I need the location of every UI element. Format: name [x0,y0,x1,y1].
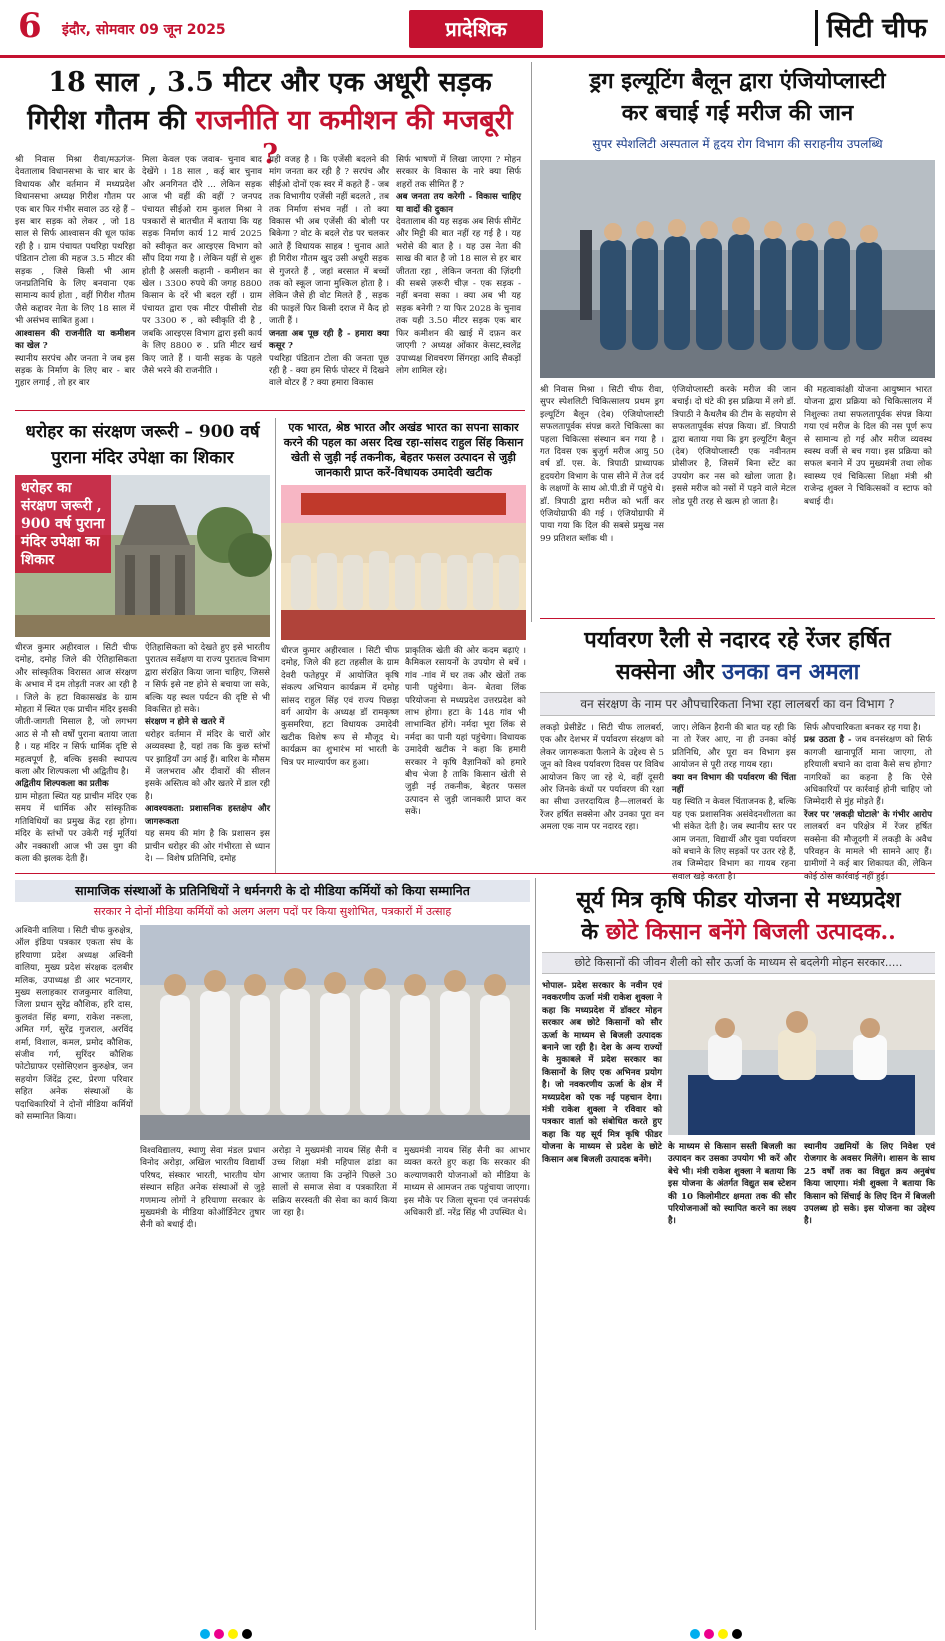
rally-col-3-text-b: जब वनसंरक्षण को सिर्फ कागजी खानापूर्ति माना जाएगा, तो हरियाली बचाने का दावा कैसे सच होगा? नागरिकों का कहना है कि ऐसे अधिकारियों पर कार्रवाई होनी चाहिए जो जिम्मेदारी से मुंह मोड़ते हैं। [804,735,932,808]
temple-col-2-text-b: धरोहर वर्तमान में मंदिर के चारों ओर अव्यवस्था है, यहां तक कि कुछ स्तंभों पर झाड़ियाँ उग आई हैं। बारिश के मौसम में जलभराव और दीवारों की सीलन इसके अस्तित्व को और खतरे में डाल रही है। [145,729,270,802]
temple-photo-label: धरोहर का संरक्षण जरूरी , 900 वर्ष पुराना मंदिर उपेक्षा का शिकार [15,475,111,573]
solar-subbar: छोटे किसानों की जीवन शैली को सौर ऊर्जा के माध्यम से बदलेगी मोहन सरकार..... [542,952,935,974]
solar-col-3-text: स्थानीय उद्यमियों के लिए निवेश एवं रोजगार के अवसर मिलेंगे। शासन के साथ 25 वर्षों तक का विद्युत क्रय अनुबंध किया जाएगा। मंत्री शुक्ला ने बताया कि किसान को सिंचाई के लिए दिन में बिजली उपलब्ध हो सके। इस योजना का उद्देश्य है। [804,1142,935,1227]
rally-col-2-text-b: यह स्थिति न केवल चिंताजनक है, बल्कि यह एक प्रशासनिक असंवेदनशीलता का भी संकेत देती है। जब स्थानीय स्तर पर आम जनता, विद्यार्थी और युवा पर्यावरण को बचाने के लिए सड़कों पर उतर रहे हैं, तब जिम्मेदार विभाग का गायब रहना सवाल खड़े करता है। [672,797,796,882]
media-col-3 [272,1145,397,1630]
farm-col-1 [281,645,399,867]
solar-headline-line2 [542,917,935,947]
rule-middle [15,873,935,874]
media-photo [140,925,530,1140]
road-col-3-text-b: पथरिहा पंडितान टोला की जनता पूछ रही है - क्या हम सिर्फ पोस्टर में दिखने वाले वोटर हैं ? क्या हमारा विकास [269,353,389,389]
balloon-col-2 [672,384,796,614]
temple-col-1-subhead: अद्वितीय शिल्पकला का प्रतीक [15,779,109,790]
page-number: 6 [18,6,42,46]
temple-headline-line1: धरोहर का संरक्षण जरूरी – 900 वर्ष [25,422,260,442]
rally-col-3-text: सिर्फ औपचारिकता बनकर रह गया है। [804,723,921,733]
balloon-col-3 [804,384,932,614]
rally-headline-line1: पर्यावरण रैली से नदारद रहे रेंजर हर्षित [584,627,891,653]
registration-mark [242,1629,252,1639]
media-col-2-text: विश्वविद्यालय, स्थाणु सेवा मंडल प्रधान विनोद अरोड़ा, अखिल भारतीय विद्यार्थी परिषद, संस्कार भारती, भारतीय योग संस्थान सहित अनेक संस्थाओं से जुड़े गणमान्य लोगों ने हरियाणा सरकार के मुख्यमंत्री के मीडिया कोऑर्डिनेटर तुषार सैनी को बधाई दी। [140,1146,265,1231]
temple-col-2 [145,642,270,867]
media-col-1-text: अश्विनी वालिया । सिटी चीफ कुरुक्षेत्र, ऑल इंडिया पत्रकार एकता संघ के हरियाणा प्रदेश अध्यक्ष अश्विनी वालिया, मुख्य प्रदेश संरक्षक दलबीर मलिक, उपाध्यक्ष डी आर भटनागर, मुख्य सलाहकार राजकुमार वालिया, जिला प्रधान सुरेंद्र कौशिक, हरि दास, कुलवंत सिंह बग्गा, राकेश नरूला, अमित गर्ग, सुरेंद्र गुजराल, अरविंद शर्मा, विशाल, कमल, प्रमोद कौशिक, संजीव गर्ग, सुरिंदर कौशिक फोटोग्राफर एसोसिएशन कुरुक्षेत्र, जन सहयोग जिंदेंद्र ट्रस्ट, प्रेरणा परिवार सहित अनेक संस्थाओं के पदाधिकारियों ने दोनों मीडिया कर्मियों को सम्मानित किया। [15,926,133,1123]
temple-photo [15,475,270,637]
brand-name: सिटी चीफ [827,8,927,45]
rally-col-3 [804,722,932,882]
balloon-col-3-text: की महत्वाकांक्षी योजना आयुष्मान भारत योजना द्वारा प्रक्रिया को चिकित्सालय में निशुल्कः तथा सफलतापूर्वक संपन्न किया गया एवं मरीज के दिल की नस पूर्ण रूप से सामान्य हो गई और मरीज व्यवस्थ स्वस्थ वर्जी से बच गया। इस प्रक्रिया को सफल बनाने में उप मुख्यमंत्री तथा लोक स्वास्थ्य एवं चिकित्सा शिक्षा मंत्री श्री राजेन्द्र शुक्ल ने चिकित्सकों व स्टाफ को बधाई दी। [804,385,932,507]
divider-top [531,62,532,622]
temple-col-2-text: ऐतिहासिकता को देखते हुए इसे भारतीय पुरातत्व सर्वेक्षण या राज्य पुरातत्व विभाग द्वारा संरक्षित किया जाना चाहिए, जिससे न सिर्फ इसे नष्ट होने से बचाया जा सके, बल्कि यह स्थल पर्यटन की दृष्टि से भी विकसित हो सके। [145,643,270,716]
rally-headline-pre: सक्सेना और [615,659,715,685]
registration-mark [214,1629,224,1639]
solar-col-2-text: के माध्यम से किसान सस्ती बिजली का उत्पादन कर उसका उपयोग भी करें और बेचे भी। मंत्री राकेश शुक्ला ने बताया कि इस योजना के अंतर्गत विद्युत सब स्टेशन की 10 किलोमीटर क्षमता तक की सौर परियोजनाओं को स्थापित करने का लक्ष्य है। [668,1142,796,1227]
balloon-col-2-text: एंजियोप्लास्टी करके मरीज की जान बचाई। दो घंटे की इस प्रक्रिया में लगे डॉ. त्रिपाठी ने कैथलैब की टीम के सहयोग से सफलतापूर्वक संपन्न किया। डॉ. त्रिपाठी द्वारा बताया गया कि ड्रग इल्यूटिंग बैलून (देब) एंजियोप्लास्टी एक नवीनतम प्रोसीजर है, जिसमें बिना स्टेंट का उपयोग कर नस को खोला जाता है। इससे मरीज को नसों में पड़ने वाले मेटल लोड पूरी तरह से खत्म हो जाता है। [672,385,796,507]
rally-col-3-subhead: प्रश्न उठता है - [804,735,852,746]
rule-balloon [540,618,935,619]
divider-temple [275,418,276,873]
road-col-1-text-b: स्थानीय सरपंच और जनता ने जब इस सड़क के निर्माण के लिए बार - बार गुहार लगाई , तो हर बार [15,353,135,389]
temple-col-1-text-b: ग्राम मोहता स्थित यह प्राचीन मंदिर एक समय में धार्मिक और सांस्कृतिक गतिविधियों का प्रमुख केंद्र रहा होगा। मंदिर के स्तंभों पर उकेरी गई मूर्तियां और नक्काशी आज भी उस युग की कला की झलक देती हैं। [15,791,137,864]
rally-headline-blue: उनका वन अमला [722,659,860,685]
solar-photo [668,980,935,1135]
temple-col-2-subhead-2: आवश्यकता: प्रशासनिक हस्तक्षेप और जागरूकता [145,804,270,827]
registration-mark [200,1629,210,1639]
media-col-4 [404,1145,530,1630]
temple-col-2-subhead: संरक्षण न होने से खतरे में [145,717,225,728]
road-col-3 [269,154,389,404]
balloon-col-1 [540,384,664,614]
balloon-col-1-text: श्री निवास मिश्रा । सिटी चीफ रीवा, सुपर स्पेशलिटी चिकित्सालय प्रथम ड्रग इल्यूटिंग बैलून (देब) एंजियोप्लास्टी सफलतापूर्वक संपन्न करते चिकित्सा का पहला चिकित्सा संस्थान बन गया है । गत दिवस एक बुजुर्ग मरीज आयु 50 वर्ष डॉ. एस. के. त्रिपाठी प्राध्यापक हृदयरोग विभाग के पास सीने में तेज दर्द के लक्षणों के साथ ओ.पी.डी में पहुंचे थे। डॉ. त्रिपाठी द्वारा मरीज को भर्ती कर एंजियोग्राफी की गई । एंजियोग्राफी में पाया गया कि दिल की सबसे प्रमुख नस 99 प्रतिशत ब्लॉक थी । [540,385,664,544]
temple-col-1 [15,642,137,867]
media-headline: सामाजिक संस्थाओं के प्रतिनिधियों ने धर्मनगरी के दो मीडिया कर्मियों को किया सम्मानित [15,880,530,902]
road-col-2 [142,154,262,404]
road-col-3-subhead: जनता अब पूछ रही है - हमारा क्या कसूर ? [269,328,389,352]
rally-col-1-text: लकड़ो प्रेसीडेंट । सिटी चीफ लालबर्रा, एक और देशभर में पर्यावरण संरक्षण को लेकर जागरूकता फैलाने के उद्देश्य से 5 जून को विश्व पर्यावरण दिवस पर विविध आयोजन किए जा रहे थे, वहीं दूसरी ओर जिनके कंधों पर पर्यावरण की रक्षा का सीधा उत्तरदायित्व है—लालबर्रा के रेंजर हर्षित सक्सेना और उनका पूरा वन अमला एक नाम पर नदारद रहा। [540,723,664,833]
road-col-4-subhead: अब जनता तय करेगी - विकास चाहिए या वादों की दुकान [396,192,521,215]
masthead [0,0,945,58]
media-col-3-text: अरोड़ा ने मुख्यमंत्री नायब सिंह सैनी व उच्च शिक्षा मंत्री महिपाल ढांडा का आभार जताया कि उन्होंने पिछले 30 सालों से समाज सेवा व पत्रकारिता में सक्रिय सरस्वती की सेवा का कार्य किया जा रहा है। [272,1146,397,1219]
road-col-4-text: सिर्फ भाषणों में लिखा जाएगा ? मोहन सरकार के विकास के नारे क्या सिर्फ शहरों तक सीमित हैं ? [396,155,521,190]
farm-col-2-text: प्राकृतिक खेती की ओर कदम बढ़ाएं । कैमिकल रसायनों के उपयोग से बचें । गांव -गांव में घर तक और खेतों तक पानी पहुंचेगा। केन- बेतवा लिंक परियोजना से मध्यप्रदेश उत्तरप्रदेश को लाभ होगा। हटा के 148 गांव भी लाभान्वित होंगे। नर्मदा भूरा लिंक से नर्मदा का पानी यहां पहुंचेगा। विधायक उमादेवी खटीक ने कहा कि हमारी सरकार ने कृषि वैज्ञानिकों को हमारे बीच भेजा है ताकि किसान खेती से जुड़ी नई तकनीक, बेहतर फसल उत्पादन से जुड़ी जानकारी प्राप्त कर सकें। [405,646,526,818]
registration-mark [718,1629,728,1639]
temple-col-1-text: धीरज कुमार अहीरवाल । सिटी चीफ दमोह, दमोह जिले की ऐतिहासिकता और सांस्कृतिक विरासत आज संरक्षण के अभाव में दम तोड़ती नजर आ रही है । जिले के हटा विकासखंड के ग्राम मोहता में स्थित एक प्राचीन मंदिर इसकी जीती-जागती मिसाल है, जो लगभग आठ से नौ सौ वर्षों पुराना बताया जाता है । यह मंदिर न सिर्फ धार्मिक दृष्टि से महत्वपूर्ण है, बल्कि इसकी स्थापत्य कला और शिल्पकला भी अद्वितीय है। [15,643,137,778]
rally-col-1 [540,722,664,867]
rally-col-2 [672,722,796,882]
registration-mark [228,1629,238,1639]
solar-col-3 [804,1141,935,1630]
media-col-1 [15,925,133,1630]
temple-headline-line2: पुराना मंदिर उपेक्षा का शिकार [51,448,234,468]
road-col-1-text: श्री निवास मिश्रा रीवा/मऊगंज- देवतालाब विधानसभा के चार बार के विधायक और वर्तमान में मध्यप्रदेश विधानसभा अध्यक्ष गिरीश गौतम पर एक बार फिर गंभीर सवाल उठ रहे हैं – इस बार सड़क को लेकर , जो 18 साल से सिर्फ आश्वासन की धूल फांक रही है । ग्राम पंचायत पथरिहा पथरिहा पंडितान टोला की महज 3.5 मीटर की सड़क , जिसे किसी भी आम जनप्रतिनिधि के लिए बनवाना एक सामान्य कार्य होता , वहीं गिरीश गौतम जैसे कद्दावर नेता के लिए 18 साल में भी असंभव साबित हुआ । [15,155,135,327]
solar-col-1 [542,980,662,1630]
road-col-2-text: मिला केवल एक जवाब- चुनाव बाद देखेंगे । 18 साल , कई बार चुनाव और अनगिनत दौरे ... लेकिन सड़क आज भी वहीं की वहीं ? जनपद पंचायत सीईओ राम कुशल मिश्रा ने पत्रकारों से बातचीत में बताया कि यह सड़क निर्माण कार्य 12 मार्च 2025 को स्वीकृत कर आरइएस विभाग को सौंप दिया गया है । लेकिन यहीं से शुरू होती है असली कहानी - कमीशन का खेल । 3300 रुपये की जगह 8800 किसान के दरें भी बदल रहीं । ग्राम पंचायत द्वारा एक मीटर पीसीसी रोड पर 3300 रु , को स्वीकृति दी है , जबकि आरइएस विभाग द्वारा इसी कार्य के लिए 8800 रु . प्रति मीटर खर्च किए जाते हैं । यानी सड़क के पहले जैसे भरने की राजनीति । [142,155,262,376]
solar-headline-pre: के [581,919,599,945]
issue-date: इंदौर, सोमवार 09 जून 2025 [62,22,226,38]
road-col-3-text: यही वजह है । कि एजेंसी बदलने की मांग जनता कर रही है ? सरपंच और सीईओ दोनों एक स्वर में कहते हैं - जब तक विभागीय एजेंसी नहीं बदलते , तब तक निर्माण संभव नहीं । तो क्या विकास भी अब एजेंसी की बोली पर बिकेगा ? वोट के बदले रोड पर चलकर आते हैं विधायक साहब ! चुनाव आते ही गिरीश गौतम खुद उसी अधूरी सड़क से गुजरते हैं , जहां बरसात में बच्चों तक को स्कूल जाना मुश्किल होता है । लेकिन जैसे ही वोट मिलते हैं , सड़क की फाइलें फिर किसी दराज में कैद हो जाती हैं । [269,155,389,327]
media-subhead: सरकार ने दोनों मीडिया कर्मियों को अलग अलग पदों पर किया सुशोभित, पत्रकारों में उत्साह [93,905,452,918]
farm-col-1-text: धीरज कुमार अहीरवाल । सिटी चीफ दमोह, जिले की हटा तहसील के ग्राम देवरी फतेहपुर में आयोजित कृषि संकल्प अभियान कार्यक्रम में दमोह सांसद राहुल सिंह एवं राज्य पिछड़ा वर्ग आयोग के अध्यक्ष डॉ रामकृष्ण कुसमरिया, हटा विधायक उमादेवी खटीक विशेष रूप से मौजूद थे। कार्यक्रम का शुभारंभ मां भारती के चित्र पर माल्यार्पण कर हुआ। [281,646,399,768]
rule-road [15,410,525,411]
solar-headline-line1: सूर्य मित्र कृषि फीडर योजना से मध्यप्रदेश [576,887,901,913]
balloon-headline-line1: ड्रग इल्यूटिंग बैलून द्वारा एंजियोप्लास्टी [589,68,886,94]
solar-headline-red: छोटे किसान बनेंगे बिजली उत्पादक.. [605,919,896,945]
registration-mark [690,1629,700,1639]
media-col-4-text: मुख्यमंत्री नायब सिंह सैनी का आभार व्यक्त करते हुए कहा कि सरकार की कल्याणकारी योजनाओं को मीडिया के माध्यम से आमजन तक पहुंचाया जाएगा। इस मौके पर जिला सूचना एवं जनसंपर्क अधिकारी डॉ. नरेंद्र सिंह भी उपस्थित थे। [404,1146,530,1219]
farm-col-2 [405,645,526,867]
divider-bottom [535,878,536,1630]
road-col-4-text-b: देवतालाब की यह सड़क अब सिर्फ सीमेंट और मिट्टी की बात नहीं रह गई है । यह भरोसे की बात है । यह उस नेता की साख की बात है जो 18 साल से हर बार जीतता रहा , लेकिन जनता की ज़िंदगी की सबसे ज़रूरी चीज़ - एक सड़क - नहीं बनवा सका । क्या अब भी यह सड़क बनेगी ? या फिर 2028 के चुनाव तक यही 3.50 मीटर सड़क एक बार फिर कमीशन की खाई में दफ़न कर जाएगी ? अध्यक्ष ओंकार केसट,स्वलेंद्र उपाध्यक्ष शिवचरण सिंगरहा आदि सैकड़ों लोग शामिल रहे। [396,217,521,376]
road-headline-red: राजनीति या कमीशन की मजबूरी ? [195,105,513,170]
balloon-headline-line2: कर बचाई गई मरीज की जान [621,100,854,126]
solar-col-2 [668,1141,796,1630]
farm-photo [281,485,526,640]
balloon-subhead: सुपर स्पेशलिटी अस्पताल में हृदय रोग विभाग की सराहनीय उपलब्धि [592,137,883,151]
road-col-1 [15,154,135,404]
road-col-4 [396,154,521,404]
road-col-1-subhead: आश्वासन की राजनीति या कमीशन का खेल ? [15,328,135,352]
road-headline-line1: 18 साल , 3.5 मीटर और एक अधूरी सड़क [48,67,492,98]
rally-col-3-subhead-2: रेंजर पर 'लकड़ी घोटाले' के गंभीर आरोप [804,809,932,820]
media-col-2 [140,1145,265,1630]
rally-headline-line2 [540,657,935,687]
road-headline-pre: गिरीश गौतम की [27,105,187,136]
rally-col-2-text: जाए। लेकिन हैरानी की बात यह रही कि ना तो रेंजर आए, ना ही उनका कोई प्रतिनिधि, और पूरा वन विभाग इस आयोजन से पूरी तरह गायब रहा। [672,723,796,771]
rally-subbar: वन संरक्षण के नाम पर औपचारिकता निभा रहा लालबर्रा का वन विभाग ? [540,692,935,716]
rally-col-2-subhead: क्या वन विभाग की पर्यावरण की चिंता नहीं [672,772,796,796]
rally-col-3-text-c: लालबर्रा वन परिक्षेत्र में रेंजर हर्षित सक्सेना की मौजूदगी में लकड़ी के अवैध परिवहन के मामले भी सामने आए हैं। ग्रामीणों ने कई बार शिकायत की, लेकिन कोई ठोस कार्रवाई नहीं हुई। [804,822,932,882]
balloon-photo [540,160,935,378]
registration-mark [732,1629,742,1639]
section-tab: प्रादेशिक [409,10,543,48]
farm-callout: एक भारत, श्रेष्ठ भारत और अखंड भारत का सपना साकार करने की पहल का असर दिख रहा-सांसद राहुल सिंह किसान खेती से जुड़ी नई तकनीक, बेहतर फसल उत्पादन से जुड़ी जानकारी प्राप्त करें-विधायक उमादेवी खटीक [283,421,524,479]
temple-col-2-text-c: यह समय की मांग है कि प्रशासन इस प्राचीन धरोहर की ओर गंभीरता से ध्यान दे। — विशेष प्रतिनिधि, दमोह [145,829,270,864]
solar-col-1-text: भोपाल- प्रदेश सरकार के नवीन एवं नवकरणीय ऊर्जा मंत्री राकेश शुक्ला ने कहा कि मध्यप्रदेश में डॉक्टर मोहन सरकार अब छोटे किसानों को सौर ऊर्जा के माध्यम से बिजली उत्पादक बनाने जा रही है। देश के अन्य राज्यों के मुकाबले में प्रदेश सरकार का किसानों के लिए एक अभिनव प्रयोग है। जो नवकरणीय ऊर्जा के क्षेत्र में मध्यप्रदेश को एक नई पहचान देगा। मंत्री राकेश शुक्ला ने रविवार को पत्रकार वार्ता को संबोधित करते हुए कहा कि यह सूर्य मित्र कृषि फीडर योजना के माध्यम से प्रदेश के छोटे किसान अब बिजली उत्पादक बनेंगे। [542,981,662,1165]
registration-mark [704,1629,714,1639]
